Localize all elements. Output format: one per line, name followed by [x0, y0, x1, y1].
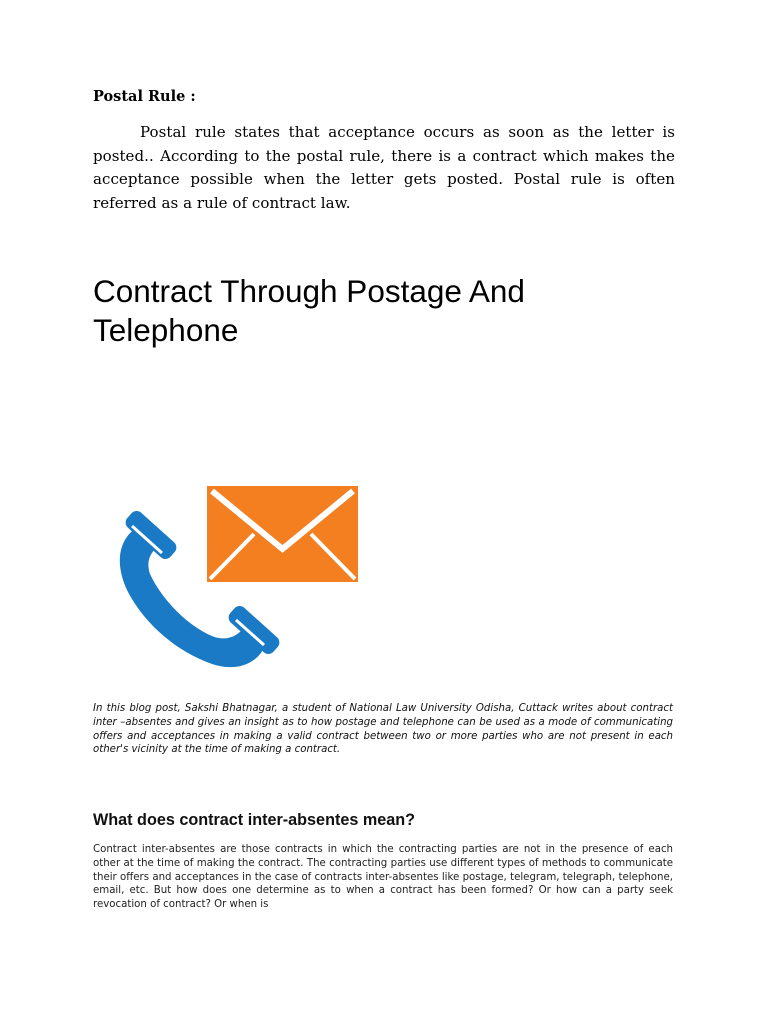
postal-rule-heading: Postal Rule : — [93, 88, 196, 105]
postal-rule-paragraph: Postal rule states that acceptance occurs as soon as the letter is posted.. According to the postal rule, there is a contract which makes the acceptance possible when the letter gets posted. Postal rule is often referred as a rule of contract law. — [93, 123, 675, 213]
article-title: Contract Through Postage And Telephone — [93, 273, 525, 348]
section-body: Contract inter-absentes are those contracts in which the contracting parties are not in the presence of each other at the time of making the contract. The contracting parties use different types of methods to communicate their offers and acceptances in the case of contracts inter-absentes like postage, telegram, telegraph, telephone, email, etc. But how does one determine as to when a contract has been formed? Or how can a party seek revocation of contract? Or when is — [93, 844, 673, 911]
article-intro: In this blog post, Sakshi Bhatnagar, a student of National Law University Odisha, Cuttack writes about contract inter –absentes and gives an insight as to how postage and telephone can be used as a mode of communicating offers and acceptances in making a valid contract between two or more parties who are not present in each other's vicinity at the time of making a contract. — [93, 703, 673, 756]
section-heading: What does contract inter-absentes mean? — [93, 811, 416, 829]
envelope-icon — [207, 486, 358, 582]
postage-telephone-illustration — [112, 480, 362, 670]
